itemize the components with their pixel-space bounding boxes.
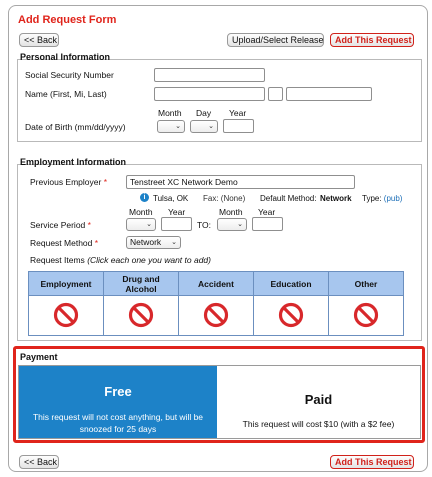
request-method-value: Network	[130, 237, 162, 247]
info-icon[interactable]: i	[140, 193, 149, 202]
service-end-year-label: Year	[258, 207, 276, 217]
type-link[interactable]: (pub)	[383, 194, 403, 203]
service-period-label: Service Period *	[30, 220, 91, 230]
no-symbol-icon	[128, 302, 154, 328]
item-toggle-employment[interactable]	[29, 296, 104, 336]
item-toggle-drug-alcohol[interactable]	[104, 296, 179, 336]
personal-section-title: Personal Information	[20, 52, 111, 62]
dob-year-label: Year	[229, 108, 247, 118]
ssn-label: Social Security Number	[25, 70, 114, 80]
upload-release-button[interactable]: Upload/Select Release	[227, 33, 324, 47]
paid-description: This request will cost $10 (with a $2 fee)	[242, 419, 395, 429]
ssn-input[interactable]	[154, 68, 265, 82]
back-button-top[interactable]: << Back	[19, 33, 59, 47]
default-method-label: Default Method:	[260, 194, 317, 203]
free-title: Free	[104, 384, 132, 399]
service-end-month-label: Month	[219, 207, 243, 217]
item-header-education[interactable]: Education	[254, 272, 329, 296]
item-header-other[interactable]: Other	[329, 272, 404, 296]
service-end-year-input[interactable]	[252, 217, 283, 231]
form-title: Add Request Form	[18, 14, 117, 26]
payment-options	[18, 365, 421, 439]
dob-day-select[interactable]	[190, 120, 218, 133]
employer-location: Tulsa, OK	[153, 194, 189, 203]
last-name-input[interactable]	[286, 87, 372, 101]
previous-employer-label: Previous Employer *	[30, 177, 108, 187]
service-start-year-input[interactable]	[161, 217, 192, 231]
item-toggle-other[interactable]	[329, 296, 404, 336]
chevron-down-icon: ⌄	[208, 123, 214, 130]
first-name-input[interactable]	[154, 87, 265, 101]
service-start-month-select[interactable]	[126, 218, 156, 231]
service-end-month-select[interactable]	[217, 218, 247, 231]
no-symbol-icon	[353, 302, 379, 328]
item-toggle-education[interactable]	[254, 296, 329, 336]
dob-label: Date of Birth (mm/dd/yyyy)	[25, 122, 126, 132]
name-label: Name (First, Mi, Last)	[25, 89, 107, 99]
payment-option-paid[interactable]	[217, 366, 420, 438]
paid-title: Paid	[304, 392, 333, 407]
chevron-down-icon: ⌄	[146, 221, 152, 228]
dob-month-label: Month	[158, 108, 182, 118]
chevron-down-icon: ⌄	[175, 123, 181, 130]
request-items-table	[28, 271, 404, 336]
chevron-down-icon: ⌄	[171, 239, 177, 246]
add-request-button-top[interactable]: Add This Request	[330, 33, 414, 47]
dob-day-label: Day	[196, 108, 212, 118]
dob-year-input[interactable]	[223, 119, 254, 133]
middle-initial-input[interactable]	[268, 87, 283, 101]
service-start-month-label: Month	[129, 207, 153, 217]
default-method-value: Network	[320, 194, 352, 203]
employment-section-title: Employment Information	[20, 157, 127, 167]
request-items-label: Request Items (Click each one you want to add)	[30, 255, 211, 265]
employer-fax: Fax: (None)	[203, 194, 246, 203]
to-label: TO:	[197, 220, 212, 230]
free-description: This request will not cost anything, but will be snoozed for 25 days	[32, 412, 204, 434]
payment-option-free[interactable]	[19, 366, 217, 438]
item-toggle-accident[interactable]	[179, 296, 254, 336]
dob-month-select[interactable]	[157, 120, 185, 133]
no-symbol-icon	[278, 302, 304, 328]
item-header-accident[interactable]: Accident	[179, 272, 254, 296]
chevron-down-icon: ⌄	[237, 221, 243, 228]
back-button-bottom[interactable]: << Back	[19, 455, 59, 469]
previous-employer-input[interactable]: Tenstreet XC Network Demo	[126, 175, 355, 189]
employer-type: Type: (pub)	[362, 194, 403, 203]
no-symbol-icon	[203, 302, 229, 328]
payment-title: Payment	[20, 352, 58, 362]
request-method-label: Request Method *	[30, 238, 99, 248]
service-start-year-label: Year	[168, 207, 186, 217]
item-header-employment[interactable]: Employment	[29, 272, 104, 296]
no-symbol-icon	[53, 302, 79, 328]
request-items-hint: (Click each one you want to add)	[87, 255, 211, 265]
item-header-drug-alcohol[interactable]: Drug and Alcohol	[104, 272, 179, 296]
add-request-button-bottom[interactable]: Add This Request	[330, 455, 414, 469]
request-method-select[interactable]	[126, 236, 181, 249]
